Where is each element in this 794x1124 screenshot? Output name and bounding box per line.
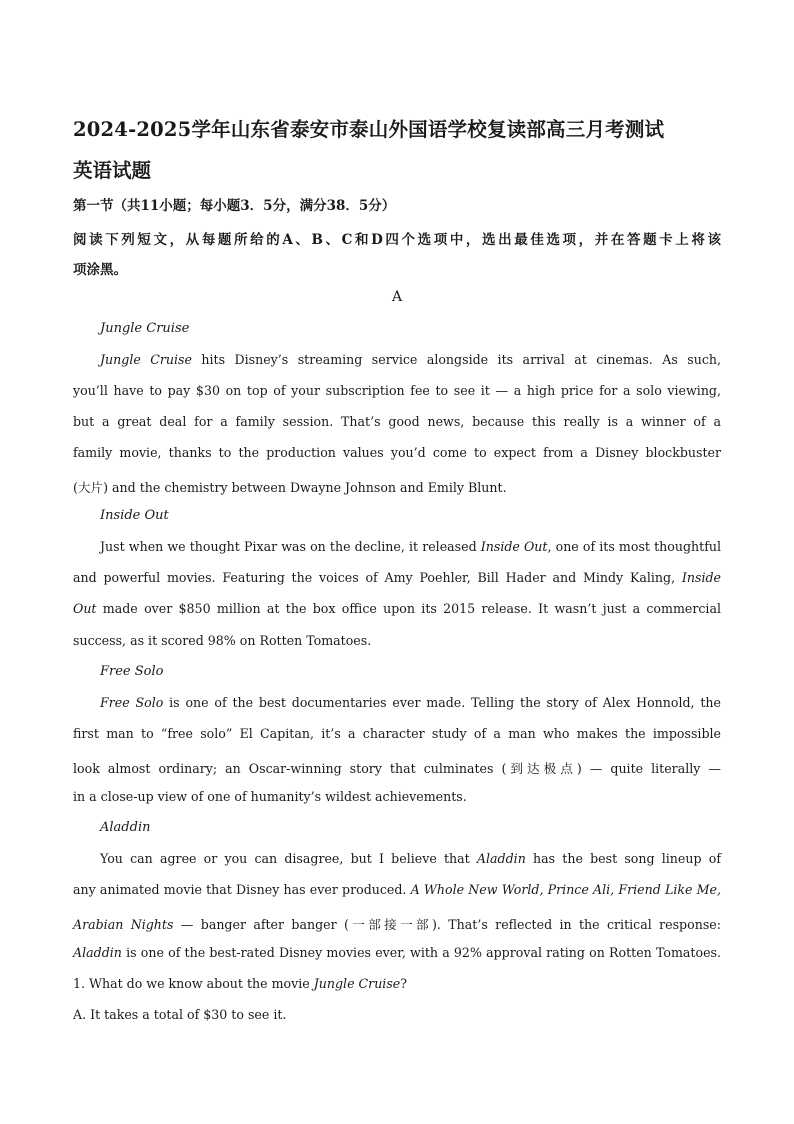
passage-title: Aladdin: [100, 820, 151, 835]
passage-line: Aladdin is one of the best-rated Disney movies ever, with a 92% approval rating on Rotten Tomatoes.: [73, 945, 721, 960]
passage-line: look almost ordinary; an Oscar-winning story that culminates (到达极点) — quite literally —: [73, 761, 721, 776]
passage-line: Just when we thought Pixar was on the decline, it released Inside Out, one of its most thoughtful: [100, 539, 721, 554]
passage-line: Arabian Nights — banger after banger (一部接一部). That’s reflected in the critical response:: [73, 917, 721, 932]
passage-line: success, as it scored 98% on Rotten Tomatoes.: [73, 633, 372, 648]
passage-line: and powerful movies. Featuring the voices of Amy Poehler, Bill Hader and Mindy Kaling, Inside: [73, 570, 721, 585]
instruction-line-2: 项涂黑。: [73, 262, 127, 278]
passage-title: Jungle Cruise: [100, 321, 190, 336]
instruction-line-1: 阅读下列短文，从每题所给的A、B、C和D四个选项中，选出最佳选项，并在答题卡上将该: [73, 232, 721, 248]
part-label: A: [391, 289, 403, 305]
exam-subtitle: 英语试题: [73, 159, 152, 182]
passage-line: you’ll have to pay $30 on top of your subscription fee to see it — a high price for a solo viewing,: [73, 383, 721, 398]
passage-line: Free Solo is one of the best documentaries ever made. Telling the story of Alex Honnold, the: [100, 695, 721, 710]
passage-line: You can agree or you can disagree, but I believe that Aladdin has the best song lineup of: [100, 851, 721, 866]
exam-title: 2024-2025学年山东省泰安市泰山外国语学校复读部高三月考测试: [73, 118, 665, 141]
passage-line: any animated movie that Disney has ever produced. A Whole New World, Prince Ali, Friend Like Me,: [73, 882, 721, 897]
passage-title: Free Solo: [100, 664, 164, 679]
passage-line: in a close-up view of one of humanity’s wildest achievements.: [73, 789, 467, 804]
question-stem: 1. What do we know about the movie Jungle Cruise?: [73, 976, 408, 991]
answer-option-a[interactable]: A. It takes a total of $30 to see it.: [73, 1007, 287, 1022]
passage-line: Jungle Cruise hits Disney’s streaming service alongside its arrival at cinemas. As such,: [100, 352, 721, 367]
passage-line: Out made over $850 million at the box office upon its 2015 release. It wasn’t just a commercial: [73, 601, 721, 616]
passage-line: (大片) and the chemistry between Dwayne Johnson and Emily Blunt.: [73, 480, 507, 495]
passage-line: first man to “free solo” El Capitan, it’s a character study of a man who makes the impossible: [73, 726, 721, 741]
passage-title: Inside Out: [100, 508, 169, 523]
passage-line: but a great deal for a family session. That’s good news, because this really is a winner of a: [73, 414, 721, 429]
passage-line: family movie, thanks to the production values you’d come to expect from a Disney blockbuster: [73, 445, 721, 460]
section-heading: 第一节（共11小题；每小题3．5分，满分38．5分）: [73, 198, 396, 214]
